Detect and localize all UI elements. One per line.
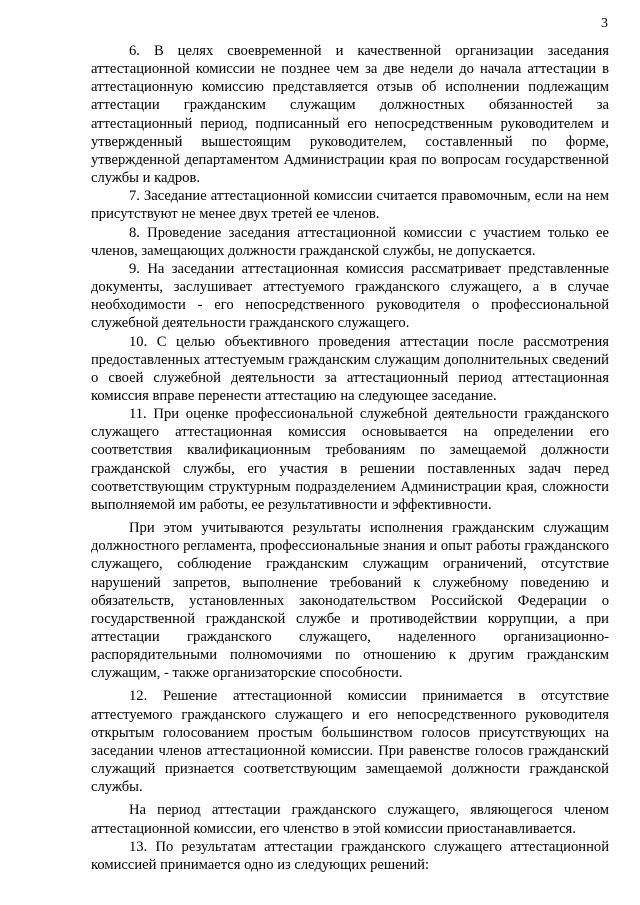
paragraph-12: 12. Решение аттестационной комиссии принимается в отсутствие аттестуемого гражданского служащего и его непосредственного руководителя открытым голосованием простым большинством голосов присутствующих на заседании членов аттестационной комиссии. При равенстве голосов гражданский служащий признается соответствующим замещаемой должности гражданской службы. [91, 688, 609, 796]
paragraph-8: 8. Проведение заседания аттестационной комиссии с участием только ее членов, замещающих должности гражданской службы, не допускается. [91, 224, 609, 259]
paragraph-11: 11. При оценке профессиональной служебной деятельности гражданского служащего аттестационная комиссия основывается на определении его соответствия квалификационным требованиям по замещаемой должности гражданской службы, его участия в решении поставленных задач перед соответствующим структурным подразделением Администрации края, сложности выполняемой им работы, ее результативности и эффективности. [91, 406, 609, 513]
paragraph-9: 9. На заседании аттестационная комиссия рассматривает представленные документы, заслушивает аттестуемого гражданского служащего, а в случае необходимости - его непосредственного руководителя о профессиональной служебной деятельности гражданского служащего. [91, 260, 609, 332]
paragraph-10: 10. С целью объективного проведения аттестации после рассмотрения предоставленных аттестуемым гражданским служащим дополнительных сведений о своей служебной деятельности за аттестационный период аттестационная комиссия вправе перенести аттестацию на следующее заседание. [91, 333, 609, 404]
page-number: 3 [601, 16, 608, 31]
document-body [91, 42, 609, 874]
paragraph-11-continuation: При этом учитываются результаты исполнения гражданским служащим должностного регламента, профессиональные знания и опыт работы гражданского служащего, соблюдение гражданским служащим ограничений, отсутствие нарушений запретов, выполнение требований к служебному поведению и обязательств, установленных законодательством Российской Федерации о государственной гражданской службе и противодействии коррупции, а при аттестации гражданского служащего, наделенного организационно-распорядительными полномочиями по отношению к другим гражданским служащим, - также организаторские способности. [91, 520, 609, 682]
paragraph-7: 7. Заседание аттестационной комиссии считается правомочным, если на нем присутствуют не менее двух третей ее членов. [91, 188, 609, 223]
paragraph-6: 6. В целях своевременной и качественной организации заседания аттестационной комиссии не позднее чем за две недели до начала аттестации в аттестационную комиссию представляется отзыв об исполнении подлежащим аттестации гражданским служащим должностных обязанностей за аттестационный период, подписанный его непосредственным руководителем и утвержденный вышестоящим руководителем, составленный по форме, утвержденной департаментом Администрации края по вопросам государственной службы и кадров. [91, 43, 609, 187]
paragraph-12-continuation: На период аттестации гражданского служащего, являющегося членом аттестационной комиссии, его членство в этой комиссии приостанавливается. [91, 802, 609, 837]
paragraph-13: 13. По результатам аттестации гражданского служащего аттестационной комиссией принимается одно из следующих решений: [91, 838, 609, 873]
